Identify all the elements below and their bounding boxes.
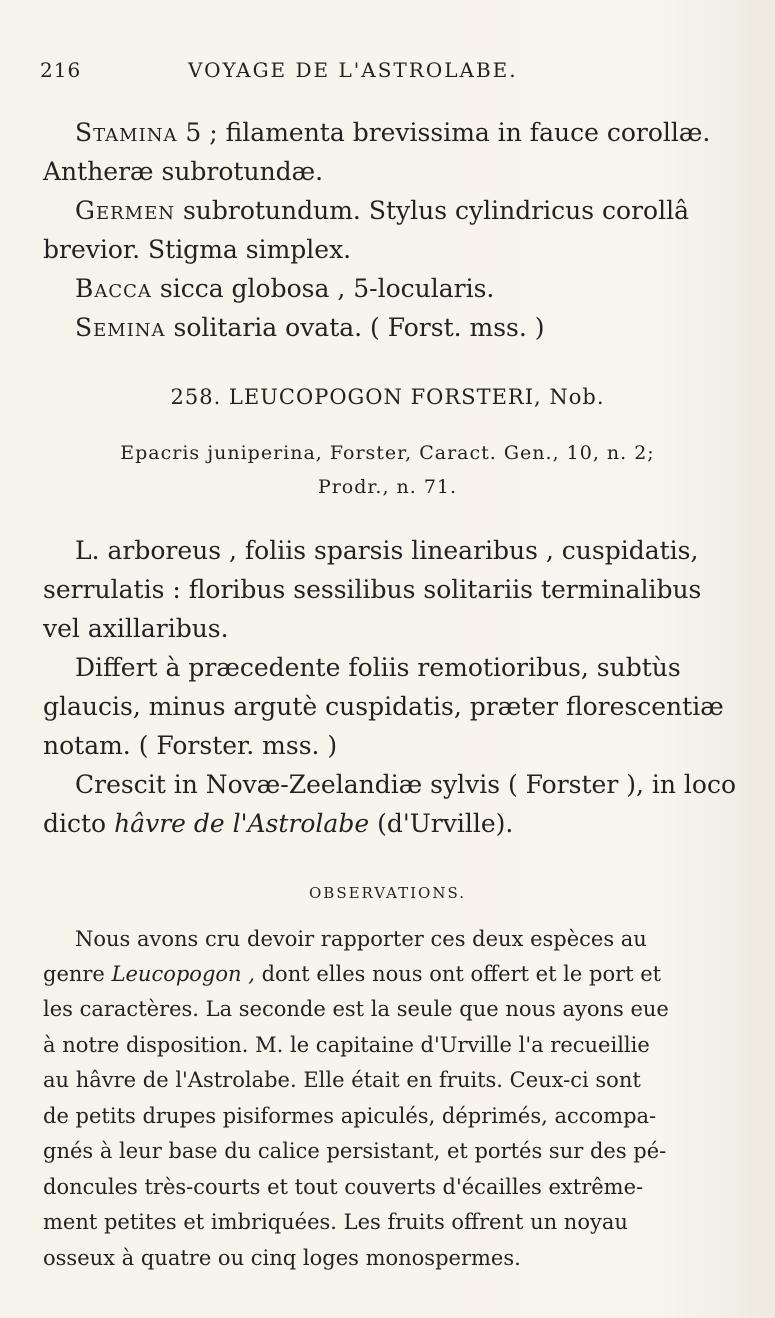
antherae-line: Antheræ subrotundæ. bbox=[43, 157, 324, 186]
semina-text: solitaria ovata. ( Forst. mss. ) bbox=[173, 313, 545, 342]
germen-label: Germen bbox=[75, 196, 175, 225]
observation-line: de petits drupes pisiformes apiculés, déprimés, accompa- bbox=[43, 1104, 657, 1128]
observation-line: gnés à leur base du calice persistant, et portés sur des pé- bbox=[43, 1139, 667, 1163]
running-title: VOYAGE DE L'ASTROLABE. bbox=[188, 58, 518, 82]
genus-italic: Leucopogon , bbox=[111, 962, 255, 986]
observation-line: osseux à quatre ou cinq loges monospermes. bbox=[43, 1246, 521, 1270]
bacca-line bbox=[75, 274, 494, 304]
observation-line: à notre disposition. M. le capitaine d'Urville l'a recueillie bbox=[43, 1033, 650, 1057]
synonym-line-2: Prodr., n. 71. bbox=[317, 476, 458, 498]
locality-italic: hâvre de l'Astrolabe bbox=[114, 809, 370, 838]
observation-line: les caractères. La seconde est la seule que nous ayons eue bbox=[43, 997, 669, 1021]
observation-line: au hâvre de l'Astrolabe. Elle était en fruits. Ceux-ci sont bbox=[43, 1068, 641, 1092]
diagnosis-line: vel axillaribus. bbox=[43, 614, 229, 643]
semina-line bbox=[75, 313, 545, 343]
diagnosis-line: Crescit in Novæ-Zeelandiæ sylvis ( Forster ), in loco bbox=[75, 770, 737, 799]
synonym-line-1: Epacris juniperina, Forster, Caract. Gen., 10, n. 2; bbox=[120, 442, 655, 464]
germen-line bbox=[75, 196, 689, 226]
observation-line: doncules très-courts et tout couverts d'écailles extrême- bbox=[43, 1175, 644, 1199]
diagnosis-line: notam. ( Forster. mss. ) bbox=[43, 731, 338, 760]
diagnosis-line: glaucis, minus argutè cuspidatis, præter florescentiæ bbox=[43, 692, 724, 721]
stamina-text: 5 ; filamenta brevissima in fauce corollæ. bbox=[185, 118, 711, 147]
observation-line: Nous avons cru devoir rapporter ces deux espèces au bbox=[75, 927, 647, 951]
germen-cont-line: brevior. Stigma simplex. bbox=[43, 235, 352, 264]
page-header bbox=[40, 58, 735, 88]
page-number: 216 bbox=[40, 58, 82, 82]
observation-line bbox=[43, 960, 661, 988]
diagnosis-line: Differt à præcedente foliis remotioribus, subtùs bbox=[75, 653, 681, 682]
observation-line: ment petites et imbriquées. Les fruits offrent un noyau bbox=[43, 1210, 628, 1234]
bacca-text: sicca globosa , 5-locularis. bbox=[159, 274, 495, 303]
observation-text: dont elles nous ont offert et le port et bbox=[261, 962, 662, 986]
stamina-label: Stamina bbox=[75, 118, 178, 147]
genre-text: genre bbox=[43, 962, 105, 986]
diagnosis-line: serrulatis : floribus sessilibus solitariis terminalibus bbox=[43, 575, 702, 604]
germen-text: subrotundum. Stylus cylindricus corollâ bbox=[182, 196, 689, 225]
observations-heading: OBSERVATIONS. bbox=[309, 884, 466, 902]
diagnosis-line-last bbox=[43, 809, 513, 839]
species-title: 258. LEUCOPOGON FORSTERI, Nob. bbox=[170, 385, 605, 409]
diagnosis-line: L. arboreus , foliis sparsis linearibus , cuspidatis, bbox=[75, 536, 699, 565]
dicto-text: dicto bbox=[43, 809, 107, 838]
stamina-line bbox=[75, 118, 710, 148]
bacca-label: Bacca bbox=[75, 274, 152, 303]
collector-text: (d'Urville). bbox=[377, 809, 514, 838]
semina-label: Semina bbox=[75, 313, 166, 342]
